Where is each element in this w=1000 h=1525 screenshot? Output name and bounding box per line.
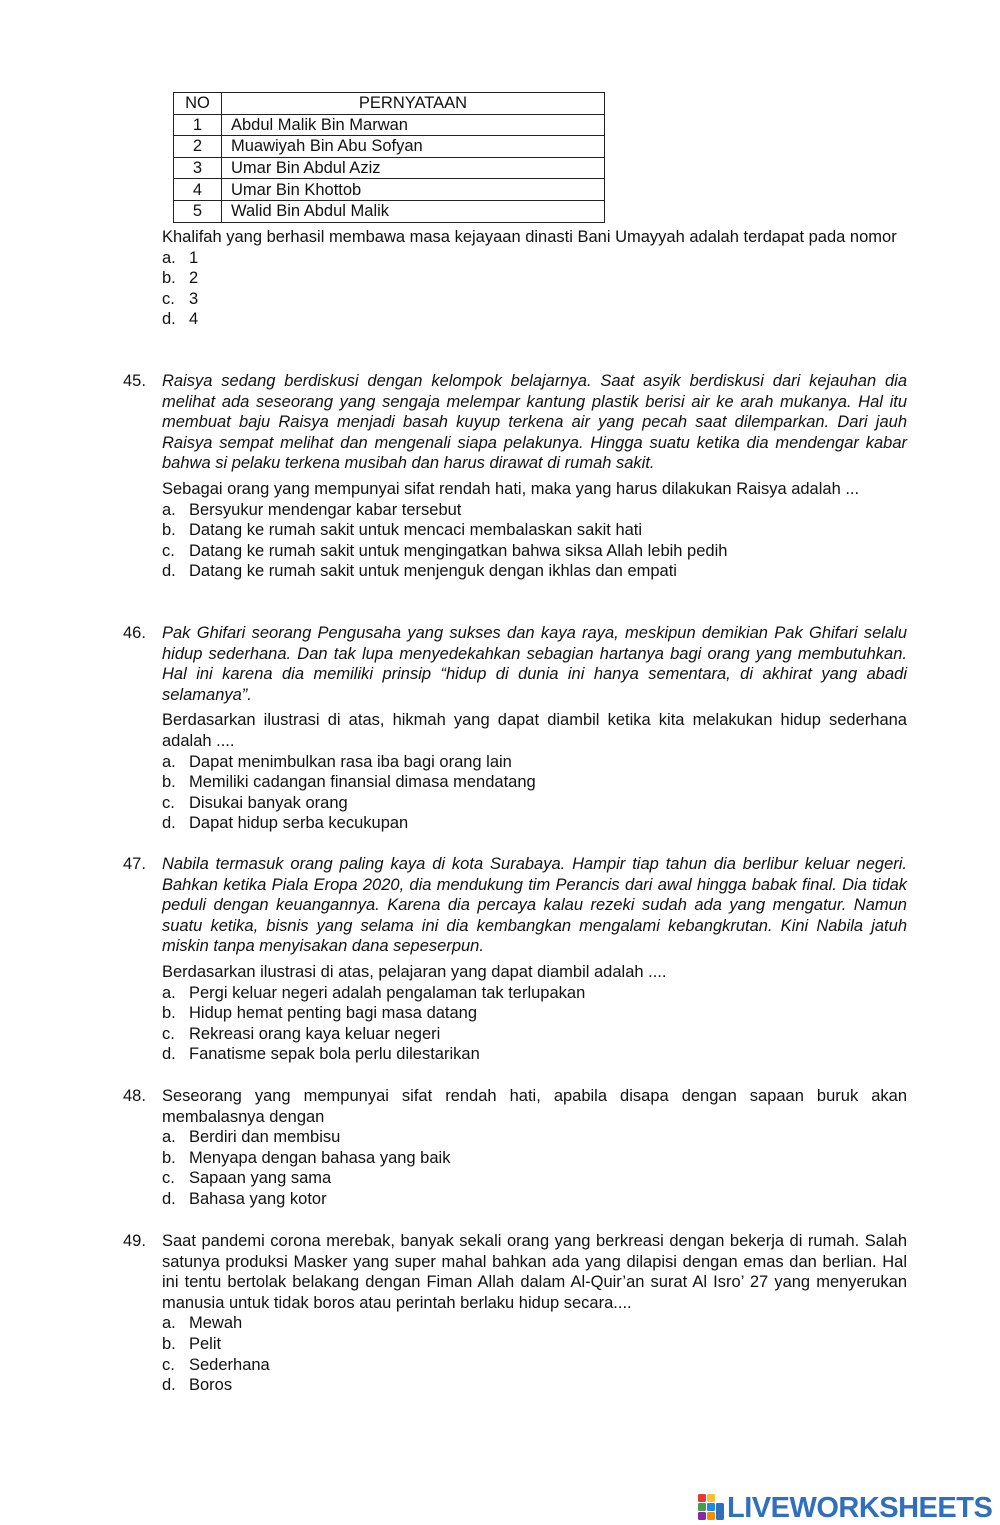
option-text: Boros — [189, 1376, 233, 1395]
option-b[interactable]: b. Hidup hemat penting bagi masa datang — [162, 1004, 478, 1023]
option-list — [162, 1127, 907, 1209]
option-b[interactable]: b. Memiliki cadangan finansial dimasa mendatang — [162, 773, 536, 792]
option-d[interactable]: d. Datang ke rumah sakit untuk menjenguk dengan ikhlas dan empati — [162, 562, 677, 581]
option-b[interactable]: b. Menyapa dengan bahasa yang baik — [162, 1148, 451, 1167]
option-text: Menyapa dengan bahasa yang baik — [189, 1148, 451, 1167]
question-stem: Seseorang yang mempunyai sifat rendah hati, apabila disapa dengan sapaan buruk akan membalasnya dengan — [162, 1087, 907, 1126]
question-number: 48. — [123, 1087, 146, 1105]
liveworksheets-logo-icon — [697, 1493, 725, 1523]
table-header-no: NO — [174, 93, 222, 115]
option-a[interactable]: a. Dapat menimbulkan rasa iba bagi orang lain — [162, 752, 512, 771]
option-text: Hidup hemat penting bagi masa datang — [189, 1004, 478, 1023]
table-cell-statement: Abdul Malik Bin Marwan — [222, 114, 605, 136]
table-cell-no: 4 — [174, 179, 222, 201]
option-text: Mewah — [189, 1314, 243, 1333]
option-text: 4 — [189, 310, 199, 329]
option-d[interactable]: d. Dapat hidup serba kecukupan — [162, 814, 409, 833]
option-c[interactable]: c. Datang ke rumah sakit untuk mengingatkan bahwa siksa Allah lebih pedih — [162, 541, 728, 560]
option-text: Bersyukur mendengar kabar tersebut — [189, 500, 462, 519]
question-number: 49. — [123, 1232, 146, 1250]
table-row — [174, 179, 605, 201]
option-text: Memiliki cadangan finansial dimasa mendatang — [189, 773, 536, 792]
option-a[interactable]: a. Bersyukur mendengar kabar tersebut — [162, 500, 462, 519]
table-cell-statement: Umar Bin Abdul Aziz — [222, 157, 605, 179]
option-text: Dapat menimbulkan rasa iba bagi orang lain — [189, 752, 512, 771]
option-b[interactable]: b. Pelit — [162, 1334, 222, 1353]
statement-table — [173, 92, 605, 223]
question-prompt: Berdasarkan ilustrasi di atas, pelajaran yang dapat diambil adalah .... — [162, 962, 667, 981]
option-text: 3 — [189, 289, 199, 308]
table-row — [174, 136, 605, 158]
table-cell-no: 1 — [174, 114, 222, 136]
option-list — [162, 752, 907, 834]
question-prompt: Berdasarkan ilustrasi di atas, hikmah yang dapat diambil ketika kita melakukan hidup sederhana adalah .... — [162, 711, 907, 750]
question-44 — [123, 227, 907, 330]
question-prompt: Sebagai orang yang mempunyai sifat rendah hati, maka yang harus dilakukan Raisya adalah ... — [162, 479, 860, 498]
option-a[interactable]: a. Mewah — [162, 1314, 243, 1333]
table-cell-no: 5 — [174, 200, 222, 222]
option-list — [162, 500, 907, 582]
option-d[interactable]: d. Boros — [162, 1376, 233, 1395]
question-number: 47. — [123, 855, 146, 873]
option-text: Rekreasi orang kaya keluar negeri — [189, 1024, 441, 1043]
liveworksheets-logo[interactable] — [697, 1491, 992, 1525]
question-stem: Saat pandemi corona merebak, banyak sekali orang yang berkreasi dengan bekerja di rumah. Salah satunya produksi Masker yang super mahal bahkan ada yang dilapisi dengan emas dan berlian. Hal ini tentu bertolak belakang dengan Fiman Allah dalam Al-Quir’an surat Al Isro’ 27 yang menyerukan manusia untuk tidak boros atau perintah berlaku hidup secara.... — [162, 1232, 907, 1312]
table-header-statement: PERNYATAAN — [222, 93, 605, 115]
option-d[interactable]: d. 4 — [162, 310, 199, 329]
table-row — [174, 114, 605, 136]
option-text: Datang ke rumah sakit untuk menjenguk dengan ikhlas dan empati — [189, 562, 677, 581]
question-47 — [123, 854, 907, 1065]
question-48 — [123, 1086, 907, 1210]
table-cell-statement: Walid Bin Abdul Malik — [222, 200, 605, 222]
option-text: Pergi keluar negeri adalah pengalaman tak terlupakan — [189, 983, 586, 1002]
option-c[interactable]: c. Sapaan yang sama — [162, 1169, 332, 1188]
question-stem: Pak Ghifari seorang Pengusaha yang sukses dan kaya raya, meskipun demikian Pak Ghifari selalu hidup sederhana. Dan tak lupa menyedekahkan sebagian hartanya bagi orang yang membutuhkan. Hal ini karena dia memiliki prinsip “hidup di dunia ini hanya sementara, di akhirat yang abadi selamanya”. — [162, 624, 907, 704]
option-c[interactable]: c. 3 — [162, 289, 199, 308]
table-row — [174, 157, 605, 179]
table-cell-no: 2 — [174, 136, 222, 158]
question-number: 46. — [123, 624, 146, 642]
option-d[interactable]: d. Bahasa yang kotor — [162, 1189, 327, 1208]
option-list — [162, 1313, 907, 1395]
option-b[interactable]: b. Datang ke rumah sakit untuk mencaci membalaskan sakit hati — [162, 521, 643, 540]
question-stem: Raisya sedang berdiskusi dengan kelompok belajarnya. Saat asyik berdiskusi dari kejauhan dia melihat ada seseorang yang sengaja melempar kantung plastik berisi air ke arah mukanya. Hal itu membuat baju Raisya menjadi basah kuyup terkena air yang pecah saat dilemparkan. Dari jauh Raisya sempat melihat dan mengenali siapa pelakunya. Hingga suatu ketika dia mendengar kabar bahwa si pelaku terkena musibah dan harus dirawat di rumah sakit. — [162, 372, 907, 473]
option-c[interactable]: c. Sederhana — [162, 1355, 270, 1374]
table-row — [174, 200, 605, 222]
table-header-row — [174, 93, 605, 115]
option-text: 1 — [189, 248, 199, 267]
option-d[interactable]: d. Fanatisme sepak bola perlu dilestarikan — [162, 1045, 480, 1064]
option-text: Datang ke rumah sakit untuk mencaci membalaskan sakit hati — [189, 521, 643, 540]
question-49 — [123, 1231, 907, 1396]
option-text: Berdiri dan membisu — [189, 1128, 341, 1147]
option-a[interactable]: a. Berdiri dan membisu — [162, 1128, 341, 1147]
option-text: Bahasa yang kotor — [189, 1189, 327, 1208]
option-text: Dapat hidup serba kecukupan — [189, 814, 409, 833]
option-c[interactable]: c. Rekreasi orang kaya keluar negeri — [162, 1024, 441, 1043]
question-46 — [123, 623, 907, 834]
question-45 — [123, 371, 907, 582]
option-list — [162, 248, 907, 330]
table-cell-statement: Umar Bin Khottob — [222, 179, 605, 201]
option-b[interactable]: b. 2 — [162, 269, 199, 288]
option-list — [162, 983, 907, 1065]
option-text: Disukai banyak orang — [189, 793, 348, 812]
option-text: Pelit — [189, 1334, 222, 1353]
option-text: 2 — [189, 269, 199, 288]
option-c[interactable]: c. Disukai banyak orang — [162, 793, 348, 812]
option-text: Datang ke rumah sakit untuk mengingatkan bahwa siksa Allah lebih pedih — [189, 541, 728, 560]
question-prompt: Khalifah yang berhasil membawa masa kejayaan dinasti Bani Umayyah adalah terdapat pada nomor — [162, 228, 897, 246]
liveworksheets-logo-text: LIVEWORKSHEETS — [727, 1491, 993, 1524]
question-stem: Nabila termasuk orang paling kaya di kota Surabaya. Hampir tiap tahun dia berlibur keluar negeri. Bahkan ketika Piala Eropa 2020, dia mendukung tim Perancis dari awal hingga babak final. Dia tidak peduli dengan keuangannya. Karena dia percaya kalau rezeki sudah ada yang mengatur. Namun suatu ketika, bisnis yang selama ini dia kembangkan mengalami kebangkrutan. Kini Nabila jatuh miskin tanpa menyisakan dana sepeserpun. — [162, 855, 907, 956]
option-text: Sederhana — [189, 1355, 270, 1374]
table-cell-statement: Muawiyah Bin Abu Sofyan — [222, 136, 605, 158]
option-a[interactable]: a. Pergi keluar negeri adalah pengalaman tak terlupakan — [162, 983, 586, 1002]
option-a[interactable]: a. 1 — [162, 248, 199, 267]
option-text: Sapaan yang sama — [189, 1169, 332, 1188]
question-number: 45. — [123, 372, 146, 390]
table-cell-no: 3 — [174, 157, 222, 179]
option-text: Fanatisme sepak bola perlu dilestarikan — [189, 1045, 480, 1064]
